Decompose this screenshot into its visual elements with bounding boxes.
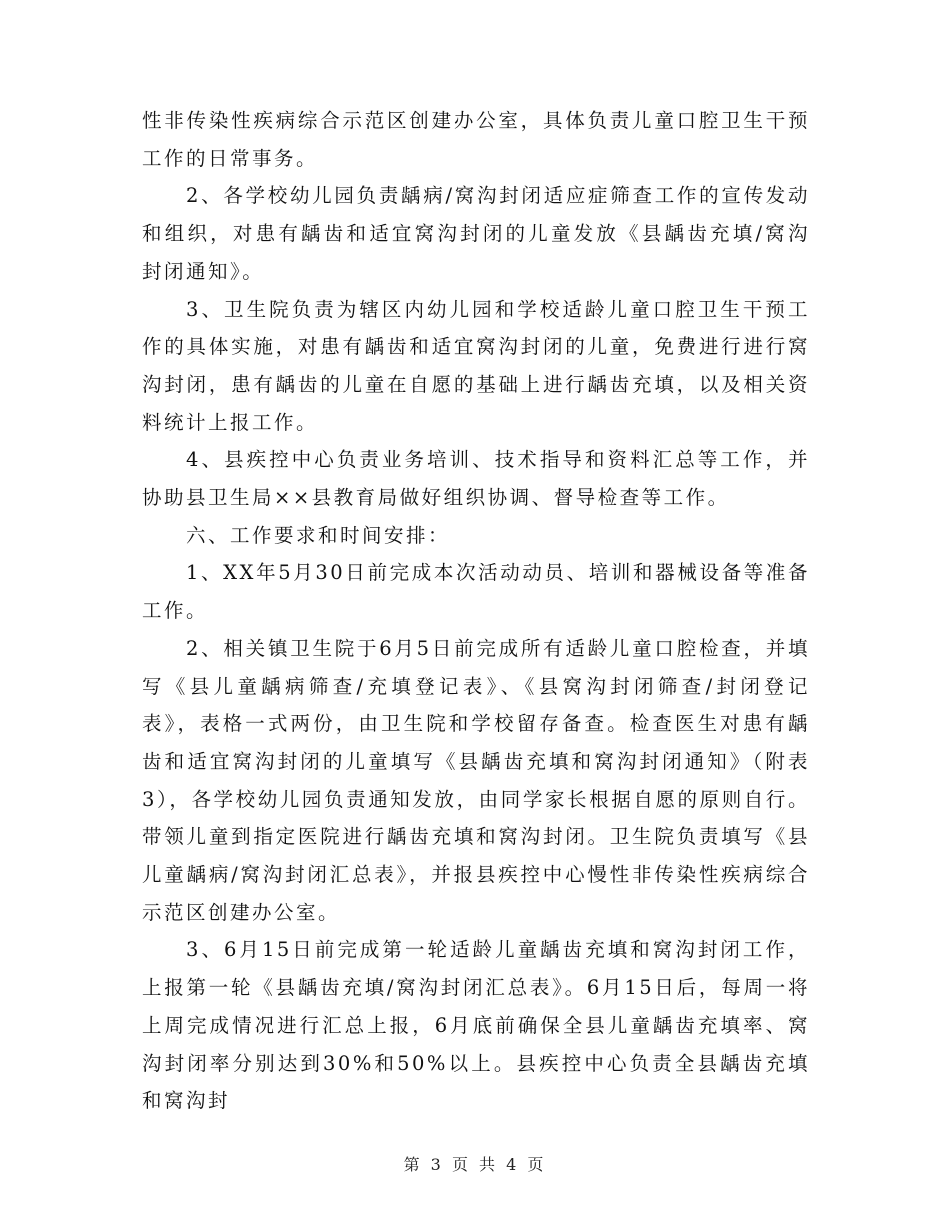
document-body (142, 102, 810, 1120)
paragraph-1: 性非传染性疾病综合示范区创建办公室，具体负责儿童口腔卫生干预工作的日常事务。 (142, 109, 810, 170)
paragraph-2: 2、各学校幼儿园负责龋病/窝沟封闭适应症筛查工作的宣传发动和组织，对患有龋齿和适宜窝沟封闭的儿童发放《县龋齿充填/窝沟封闭通知》。 (142, 184, 810, 283)
paragraph-6: 1、XX年5月30日前完成本次活动动员、培训和器械设备等准备工作。 (142, 561, 810, 623)
paragraph-3: 3、卫生院负责为辖区内幼儿园和学校适龄儿童口腔卫生干预工作的具体实施，对患有龋齿和适宜窝沟封闭的儿童，免费进行进行窝沟封闭，患有龋齿的儿童在自愿的基础上进行龋齿充填，以及相关资料统计上报工作。 (142, 297, 810, 434)
paragraph-4: 4、县疾控中心负责业务培训、技术指导和资料汇总等工作，并协助县卫生局××县教育局做好组织协调、督导检查等工作。 (142, 448, 810, 510)
section-heading: 六、工作要求和时间安排： (186, 523, 451, 547)
paragraph-7: 2、相关镇卫生院于6月5日前完成所有适龄儿童口腔检查，并填写《县儿童龋病筛查/充填登记表》、《县窝沟封闭筛查/封闭登记表》，表格一式两份，由卫生院和学校留存备查。检查医生对患有龋齿和适宜窝沟封闭的儿童填写《县龋齿充填和窝沟封闭通知》（附表3），各学校幼儿园负责通知发放，由同学家长根据自愿的原则自行。带领儿童到指定医院进行龋齿充填和窝沟封闭。卫生院负责填写《县儿童龋病/窝沟封闭汇总表》，并报县疾控中心慢性非传染性疾病综合示范区创建办公室。 (142, 636, 810, 924)
paragraph-8: 3、6月15日前完成第一轮适龄儿童龋齿充填和窝沟封闭工作，上报第一轮《县龋齿充填/窝沟封闭汇总表》。6月15日后，每周一将上周完成情况进行汇总上报，6月底前确保全县儿童龋齿充填率、窝沟封闭率分别达到30%和50%以上。县疾控中心负责全县龋齿充填和窝沟封 (142, 938, 810, 1113)
page-number-footer: 第 3 页 共 4 页 (403, 1155, 547, 1174)
